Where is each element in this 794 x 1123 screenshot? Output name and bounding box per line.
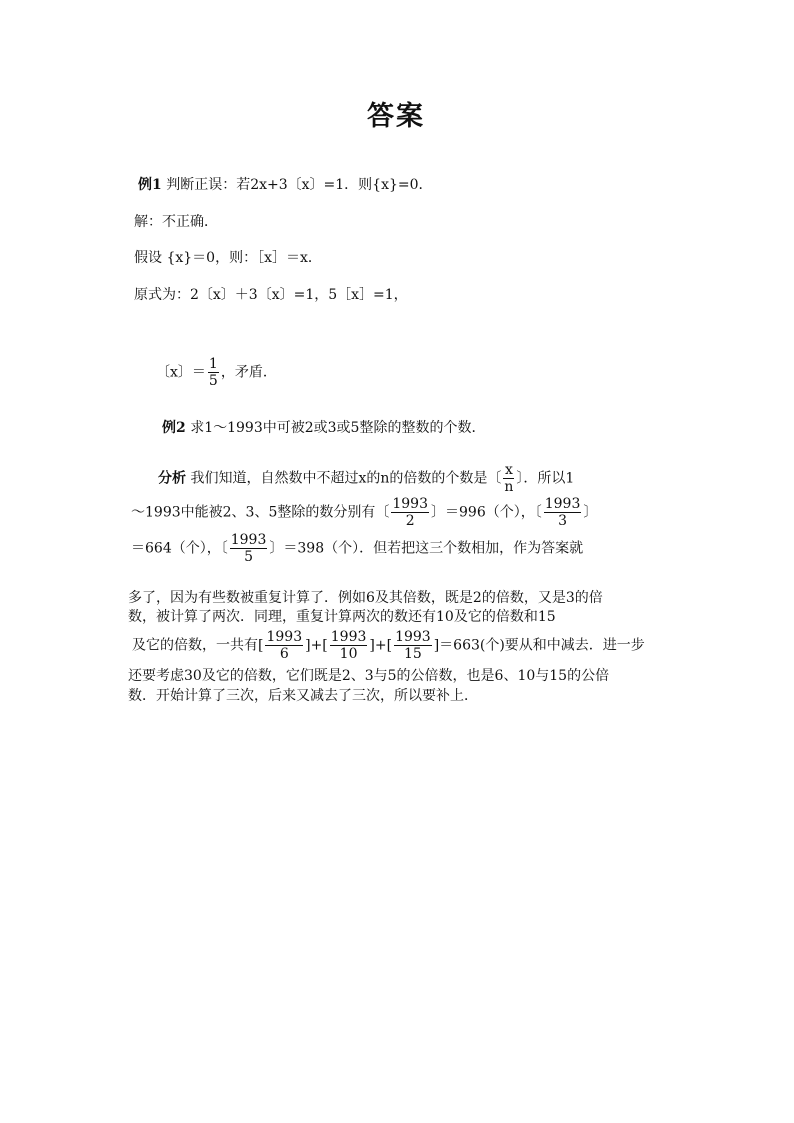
page-title: 答案 — [367, 101, 425, 132]
analysis-line-5: 数，被计算了两次．同理，重复计算两次的数还有10及它的倍数和15 — [128, 609, 556, 625]
fraction-1993-over-3 — [544, 496, 582, 529]
fraction-denominator: 15 — [403, 646, 422, 663]
analysis-text: 〕．所以1 — [516, 470, 575, 487]
fraction-1993-over-2 — [391, 496, 429, 529]
fraction-1993-over-15 — [394, 629, 432, 662]
fraction-denominator: 5 — [208, 373, 218, 390]
fraction-1993-over-10 — [330, 629, 368, 662]
fraction-denominator: 2 — [405, 513, 415, 530]
example1-assumption: 假设 {x}＝0，则：［x］＝x． — [134, 250, 322, 266]
analysis-text: 〕 — [583, 504, 598, 521]
example1-question: 判断正误：若2x+3〔x〕=1．则{x}=0． — [166, 177, 433, 193]
analysis-text: ～1993中能被2、3、5整除的数分别有〔 — [131, 504, 390, 521]
fraction-numerator: 1993 — [330, 629, 367, 645]
fraction-denominator: n — [504, 479, 514, 496]
example1-label: 例1 — [138, 177, 162, 193]
analysis-line-2 — [131, 496, 597, 529]
fraction-1993-over-5 — [230, 532, 268, 565]
fraction-x-over-n — [503, 462, 514, 495]
example1-conclusion — [156, 356, 277, 389]
example2-label: 例2 — [162, 420, 186, 436]
analysis-text: ]+[ — [305, 637, 328, 654]
fraction-denominator: 10 — [339, 646, 358, 663]
example1-solution: 解：不正确． — [134, 214, 218, 230]
analysis-text: 〕＝398（个）．但若把这三个数相加，作为答案就 — [269, 540, 584, 557]
fraction-1993-over-6 — [265, 629, 303, 662]
conclusion-prefix: 〔x〕＝ — [156, 364, 206, 381]
analysis-label: 分析 — [158, 470, 186, 487]
analysis-line-4: 多了，因为有些数被重复计算了．例如6及其倍数，既是2的倍数，又是3的倍 — [128, 590, 603, 606]
analysis-line-1 — [158, 462, 574, 495]
analysis-text: ＝664（个），〔 — [131, 540, 228, 557]
analysis-text: 及它的倍数，一共有[ — [132, 637, 264, 654]
analysis-line-8: 数．开始计算了三次，后来又减去了三次，所以要补上． — [128, 688, 478, 704]
example2-question-line — [162, 421, 485, 435]
analysis-text: ]＝663(个)要从和中减去．进一步 — [433, 637, 645, 654]
fraction-numerator: 1993 — [392, 496, 428, 512]
analysis-text: 我们知道，自然数中不超过x的n的倍数的个数是〔 — [190, 470, 502, 487]
analysis-line-3 — [131, 532, 583, 565]
fraction-denominator: 3 — [558, 513, 568, 530]
example1-equation: 原式为：2〔x〕＋3〔x〕=1，5［x］=1， — [134, 287, 408, 303]
conclusion-suffix: ，矛盾． — [220, 364, 277, 381]
analysis-line-6 — [132, 629, 645, 662]
fraction-numerator: x — [504, 462, 513, 478]
analysis-line-7: 还要考虑30及它的倍数，它们既是2、3与5的公倍数，也是6、10与15的公倍 — [128, 668, 610, 684]
fraction-numerator: 1993 — [230, 532, 267, 548]
fraction-one-fifth — [208, 356, 219, 389]
fraction-numerator: 1993 — [266, 629, 303, 645]
fraction-denominator: 5 — [244, 549, 254, 566]
analysis-text: 〕＝996（个），〔 — [431, 504, 542, 521]
fraction-denominator: 6 — [279, 646, 289, 663]
example2-question: 求1～1993中可被2或3或5整除的整数的个数． — [190, 420, 486, 436]
fraction-numerator: 1993 — [544, 496, 581, 512]
fraction-numerator: 1 — [208, 356, 218, 372]
example1-question-line — [138, 178, 433, 192]
analysis-text: ]+[ — [369, 637, 393, 654]
fraction-numerator: 1993 — [395, 629, 431, 645]
